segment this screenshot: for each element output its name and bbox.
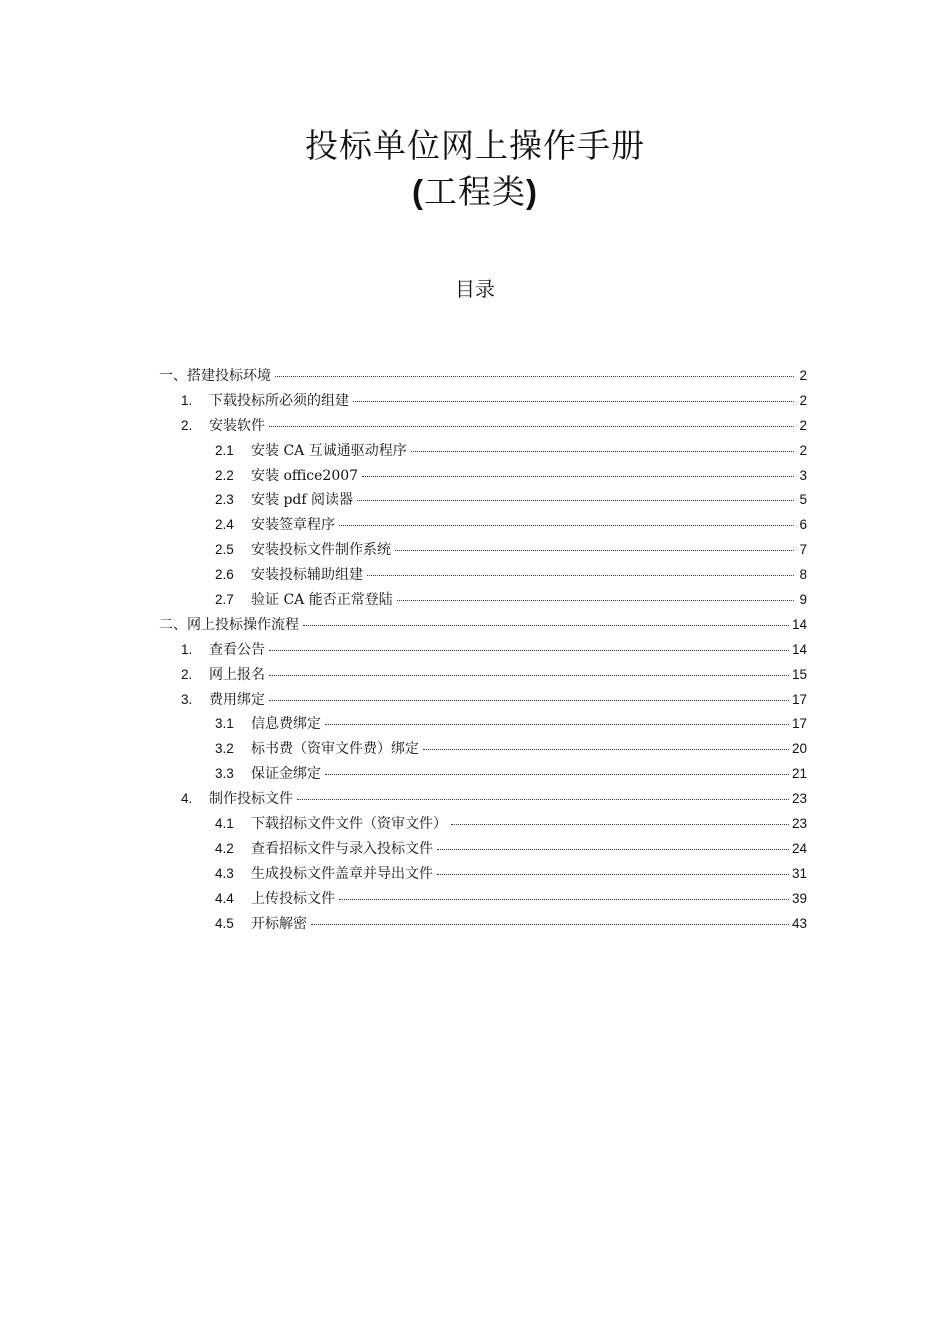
toc-entry[interactable]	[159, 364, 807, 389]
toc-entry-number: 3.2	[215, 741, 234, 757]
toc-entry-title: 查看公告	[209, 641, 265, 658]
toc-dot-leader	[367, 575, 794, 576]
toc-dot-leader	[362, 476, 794, 477]
toc-entry-number: 2.2	[215, 467, 234, 483]
toc-entry[interactable]	[159, 513, 807, 538]
toc-dot-leader	[325, 774, 789, 775]
toc-dot-leader	[269, 675, 789, 676]
toc-dot-leader	[411, 451, 794, 452]
toc-entry-number: 2.7	[215, 592, 234, 608]
toc-entry-page-number: 17	[791, 691, 807, 707]
toc-entry-number: 4.2	[215, 840, 234, 856]
toc-entry-page-number: 2	[799, 392, 807, 408]
toc-entry-page-number: 23	[791, 791, 807, 807]
toc-entry-number: 2.	[181, 666, 193, 682]
toc-dot-leader	[303, 625, 789, 626]
toc-entry-title: 信息费绑定	[251, 716, 321, 733]
toc-dot-leader	[437, 849, 789, 850]
toc-entry-title: 网上报名	[209, 666, 265, 683]
toc-entry-title: 费用绑定	[209, 691, 265, 708]
toc-dot-leader	[339, 525, 794, 526]
toc-entry-number: 4.4	[215, 890, 234, 906]
toc-entry-page-number: 21	[791, 766, 807, 782]
toc-entry-title: 下载投标所必须的组建	[209, 392, 349, 409]
toc-entry[interactable]	[159, 563, 807, 588]
toc-entry[interactable]	[159, 414, 807, 439]
toc-entry-number: 3.	[181, 691, 193, 707]
toc-entry-number: 4.1	[215, 816, 234, 832]
toc-entry[interactable]	[159, 712, 807, 737]
toc-entry-page-number: 7	[799, 542, 807, 558]
toc-entry[interactable]	[159, 439, 807, 464]
toc-entry-page-number: 20	[791, 741, 807, 757]
toc-entry[interactable]	[159, 488, 807, 513]
toc-entry-number: 2.5	[215, 542, 234, 558]
table-of-contents	[159, 364, 807, 936]
toc-entry-title: 标书费（资审文件费）绑定	[251, 741, 419, 758]
toc-entry[interactable]	[159, 737, 807, 762]
subtitle-text: 工程类	[424, 172, 526, 211]
toc-entry[interactable]	[159, 389, 807, 414]
toc-dot-leader	[325, 724, 789, 725]
toc-entry-title: 安装 CA 互诚通驱动程序	[251, 442, 407, 459]
toc-dot-leader	[311, 924, 789, 925]
subtitle-open-paren: (	[412, 173, 424, 210]
toc-entry[interactable]	[159, 638, 807, 663]
toc-entry[interactable]	[159, 688, 807, 713]
toc-entry-number: 2.3	[215, 492, 234, 508]
toc-dot-leader	[269, 700, 789, 701]
toc-dot-leader	[451, 824, 789, 825]
toc-entry-page-number: 2	[799, 417, 807, 433]
toc-dot-leader	[275, 376, 794, 377]
document-title: 投标单位网上操作手册	[305, 126, 645, 165]
toc-entry-page-number: 14	[791, 616, 807, 632]
toc-entry[interactable]	[159, 812, 807, 837]
toc-entry-number: 1.	[181, 641, 193, 657]
toc-entry-number: 2.1	[215, 442, 234, 458]
toc-entry[interactable]	[159, 912, 807, 937]
toc-entry[interactable]	[159, 613, 807, 638]
toc-entry[interactable]	[159, 762, 807, 787]
toc-entry-title: 上传投标文件	[251, 890, 335, 907]
toc-entry-title: 二、网上投标操作流程	[159, 616, 299, 633]
document-subtitle	[0, 172, 950, 212]
toc-entry-page-number: 14	[791, 641, 807, 657]
toc-dot-leader	[395, 550, 794, 551]
toc-entry-title: 下载招标文件文件（资审文件）	[251, 816, 447, 833]
toc-dot-leader	[339, 899, 789, 900]
toc-entry-title: 制作投标文件	[209, 791, 293, 808]
toc-entry-page-number: 31	[791, 865, 807, 881]
toc-entry-title: 验证 CA 能否正常登陆	[251, 592, 393, 609]
toc-entry[interactable]	[159, 887, 807, 912]
toc-entry-title: 安装投标文件制作系统	[251, 542, 391, 559]
toc-entry-title: 生成投标文件盖章并导出文件	[251, 865, 433, 882]
toc-entry-page-number: 5	[799, 492, 807, 508]
toc-entry[interactable]	[159, 538, 807, 563]
toc-entry-title: 安装 office2007	[251, 467, 359, 484]
toc-entry-page-number: 9	[799, 592, 807, 608]
toc-dot-leader	[397, 600, 794, 601]
toc-entry-title: 一、搭建投标环境	[159, 368, 271, 384]
toc-entry-page-number: 3	[799, 467, 807, 483]
toc-entry-page-number: 2	[799, 442, 807, 458]
toc-entry[interactable]	[159, 588, 807, 613]
toc-entry-page-number: 43	[791, 915, 807, 931]
toc-entry-number: 4.5	[215, 915, 234, 931]
toc-entry-title: 开标解密	[251, 915, 307, 932]
toc-dot-leader	[269, 426, 794, 427]
toc-entry-number: 1.	[181, 392, 193, 408]
toc-entry-number: 2.6	[215, 567, 234, 583]
toc-entry-title: 安装签章程序	[251, 517, 335, 534]
toc-dot-leader	[353, 401, 794, 402]
toc-entry-title: 保证金绑定	[251, 766, 321, 783]
toc-entry-number: 4.	[181, 791, 193, 807]
toc-entry[interactable]	[159, 787, 807, 812]
toc-entry-title: 安装软件	[209, 417, 265, 434]
toc-entry-page-number: 23	[791, 816, 807, 832]
toc-entry-page-number: 15	[791, 666, 807, 682]
toc-dot-leader	[437, 874, 789, 875]
toc-heading: 目录	[455, 277, 495, 301]
toc-entry-page-number: 17	[791, 716, 807, 732]
toc-entry-page-number: 6	[799, 517, 807, 533]
toc-entry-number: 2.	[181, 417, 193, 433]
toc-entry[interactable]	[159, 862, 807, 887]
toc-entry-number: 4.3	[215, 865, 234, 881]
toc-entry-page-number: 2	[799, 368, 807, 383]
toc-dot-leader	[297, 799, 789, 800]
toc-entry[interactable]	[159, 464, 807, 489]
toc-entry[interactable]	[159, 837, 807, 862]
toc-entry[interactable]	[159, 663, 807, 688]
toc-entry-number: 3.3	[215, 766, 234, 782]
toc-dot-leader	[357, 500, 794, 501]
toc-entry-title: 查看招标文件与录入投标文件	[251, 840, 433, 857]
toc-dot-leader	[269, 650, 789, 651]
toc-entry-number: 2.4	[215, 517, 234, 533]
toc-dot-leader	[423, 749, 789, 750]
toc-entry-number: 3.1	[215, 716, 234, 732]
toc-entry-title: 安装投标辅助组建	[251, 567, 363, 584]
toc-entry-title: 安装 pdf 阅读器	[251, 492, 354, 509]
toc-entry-page-number: 8	[799, 567, 807, 583]
toc-entry-page-number: 39	[791, 890, 807, 906]
toc-entry-page-number: 24	[791, 840, 807, 856]
subtitle-close-paren: )	[526, 173, 538, 210]
